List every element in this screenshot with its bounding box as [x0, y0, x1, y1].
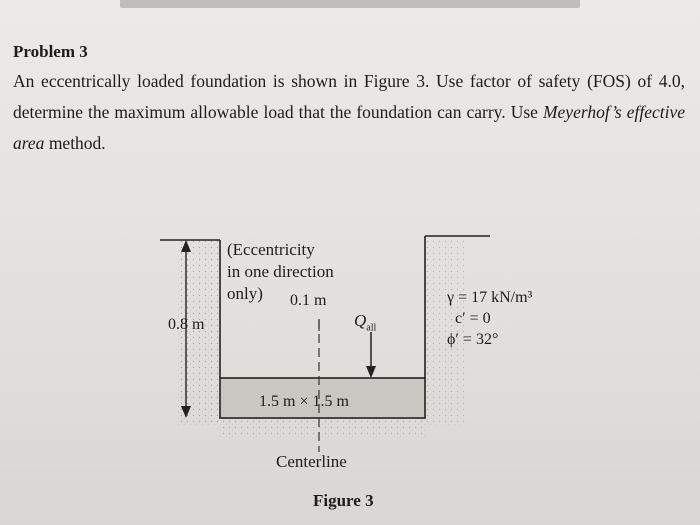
problem-text-part2: method.: [44, 133, 106, 153]
cohesion: c′ = 0: [455, 310, 491, 327]
soil-properties: [447, 287, 532, 350]
base-soil-fill: [220, 418, 425, 438]
unit-weight: γ = 17 kN/m³: [447, 289, 533, 306]
load-arrow-head: [366, 366, 376, 378]
figure-caption: Figure 3: [313, 491, 374, 510]
problem-text-method: Meyerhof’s effective area: [13, 102, 685, 153]
load-subscript: all: [366, 322, 377, 334]
footing-size: 1.5 m × 1.5 m: [259, 393, 349, 410]
eccentricity-line3: only): [227, 284, 263, 303]
load-label: [354, 311, 376, 333]
friction-angle: ϕ′ = 32°: [447, 331, 499, 348]
load-symbol: Q: [354, 311, 367, 330]
problem-title: Problem 3: [13, 42, 88, 61]
eccentricity-line1: (Eccentricity: [227, 240, 315, 259]
eccentricity-line2: in one direction: [227, 262, 334, 281]
problem-text-part1: An eccentrically loaded foundation is shown in Figure 3. Use factor of safety (FOS) of 4.0, determine the maximum allowable load that the foundation can carry. Use: [13, 71, 685, 122]
depth-label: 0.8 m: [168, 316, 205, 333]
centerline-label: Centerline: [276, 452, 347, 471]
eccentricity-value: 0.1 m: [290, 292, 327, 309]
